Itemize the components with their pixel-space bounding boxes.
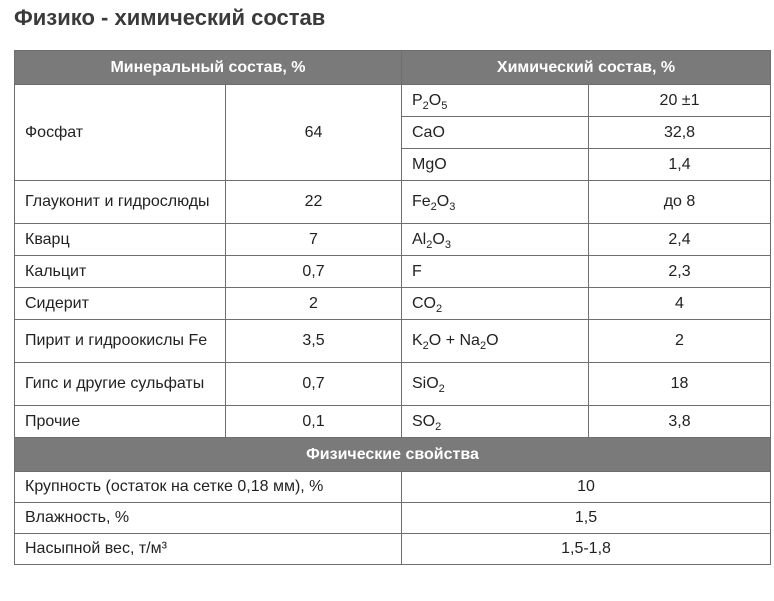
physical-property-value: 1,5 (402, 503, 771, 534)
mineral-value: 7 (226, 224, 402, 256)
table-row (15, 181, 771, 224)
chemical-formula: $CO_2$ (402, 288, 589, 320)
chemical-value: 2,4 (589, 224, 771, 256)
table-row (15, 406, 771, 438)
chemical-value: до 8 (589, 181, 771, 224)
chemical-formula: $K_2O + Na_2O$ (402, 320, 589, 363)
table-row (15, 363, 771, 406)
mineral-value: 2 (226, 288, 402, 320)
chemical-formula: $SO_2$ (402, 406, 589, 438)
mineral-value: 64 (226, 85, 402, 181)
physical-property-value: 10 (402, 472, 771, 503)
mineral-name: Прочие (15, 406, 226, 438)
mineral-name: Кварц (15, 224, 226, 256)
physical-property-name: Крупность (остаток на сетке 0,18 мм), % (15, 472, 402, 503)
chemical-formula: MgO (402, 149, 589, 181)
chemical-value: 4 (589, 288, 771, 320)
table-row (15, 256, 771, 288)
mineral-name: Сидерит (15, 288, 226, 320)
mineral-value: 0,7 (226, 363, 402, 406)
chemical-formula: CaO (402, 117, 589, 149)
table-row (15, 224, 771, 256)
mineral-name: Кальцит (15, 256, 226, 288)
chemical-value: 18 (589, 363, 771, 406)
chemical-value: 1,4 (589, 149, 771, 181)
chemical-composition-header: Химический состав, % (402, 51, 771, 85)
chemical-formula: $Al_2O_3$ (402, 224, 589, 256)
mineral-composition-header: Минеральный состав, % (15, 51, 402, 85)
chemical-formula: SiO$_2$ (402, 363, 589, 406)
physical-property-name: Насыпной вес, т/м³ (15, 534, 402, 565)
chemical-value: 3,8 (589, 406, 771, 438)
table-row (15, 534, 771, 565)
chemical-value: 32,8 (589, 117, 771, 149)
chemical-formula: F (402, 256, 589, 288)
table-row (15, 472, 771, 503)
composition-table (14, 50, 771, 565)
chemical-formula: $P_2O_5$ (402, 85, 589, 117)
table-row (15, 85, 771, 117)
mineral-name: Гипс и другие сульфаты (15, 363, 226, 406)
mineral-value: 0,7 (226, 256, 402, 288)
chemical-value: 2 (589, 320, 771, 363)
table-row (15, 288, 771, 320)
page-title: Физико - химический состав (14, 5, 326, 30)
mineral-name: Фосфат (15, 85, 226, 181)
chemical-value: 20 ±1 (589, 85, 771, 117)
mineral-name: Пирит и гидроокислы Fe (15, 320, 226, 363)
table-row (15, 503, 771, 534)
mineral-value: 22 (226, 181, 402, 224)
table-row (15, 320, 771, 363)
mineral-value: 3,5 (226, 320, 402, 363)
mineral-name: Глауконит и гидрослюды (15, 181, 226, 224)
chemical-formula: $Fe_2O_3$ (402, 181, 589, 224)
physical-property-value: 1,5-1,8 (402, 534, 771, 565)
chemical-value: 2,3 (589, 256, 771, 288)
physical-properties-header: Физические свойства (15, 438, 771, 472)
mineral-value: 0,1 (226, 406, 402, 438)
physical-property-name: Влажность, % (15, 503, 402, 534)
